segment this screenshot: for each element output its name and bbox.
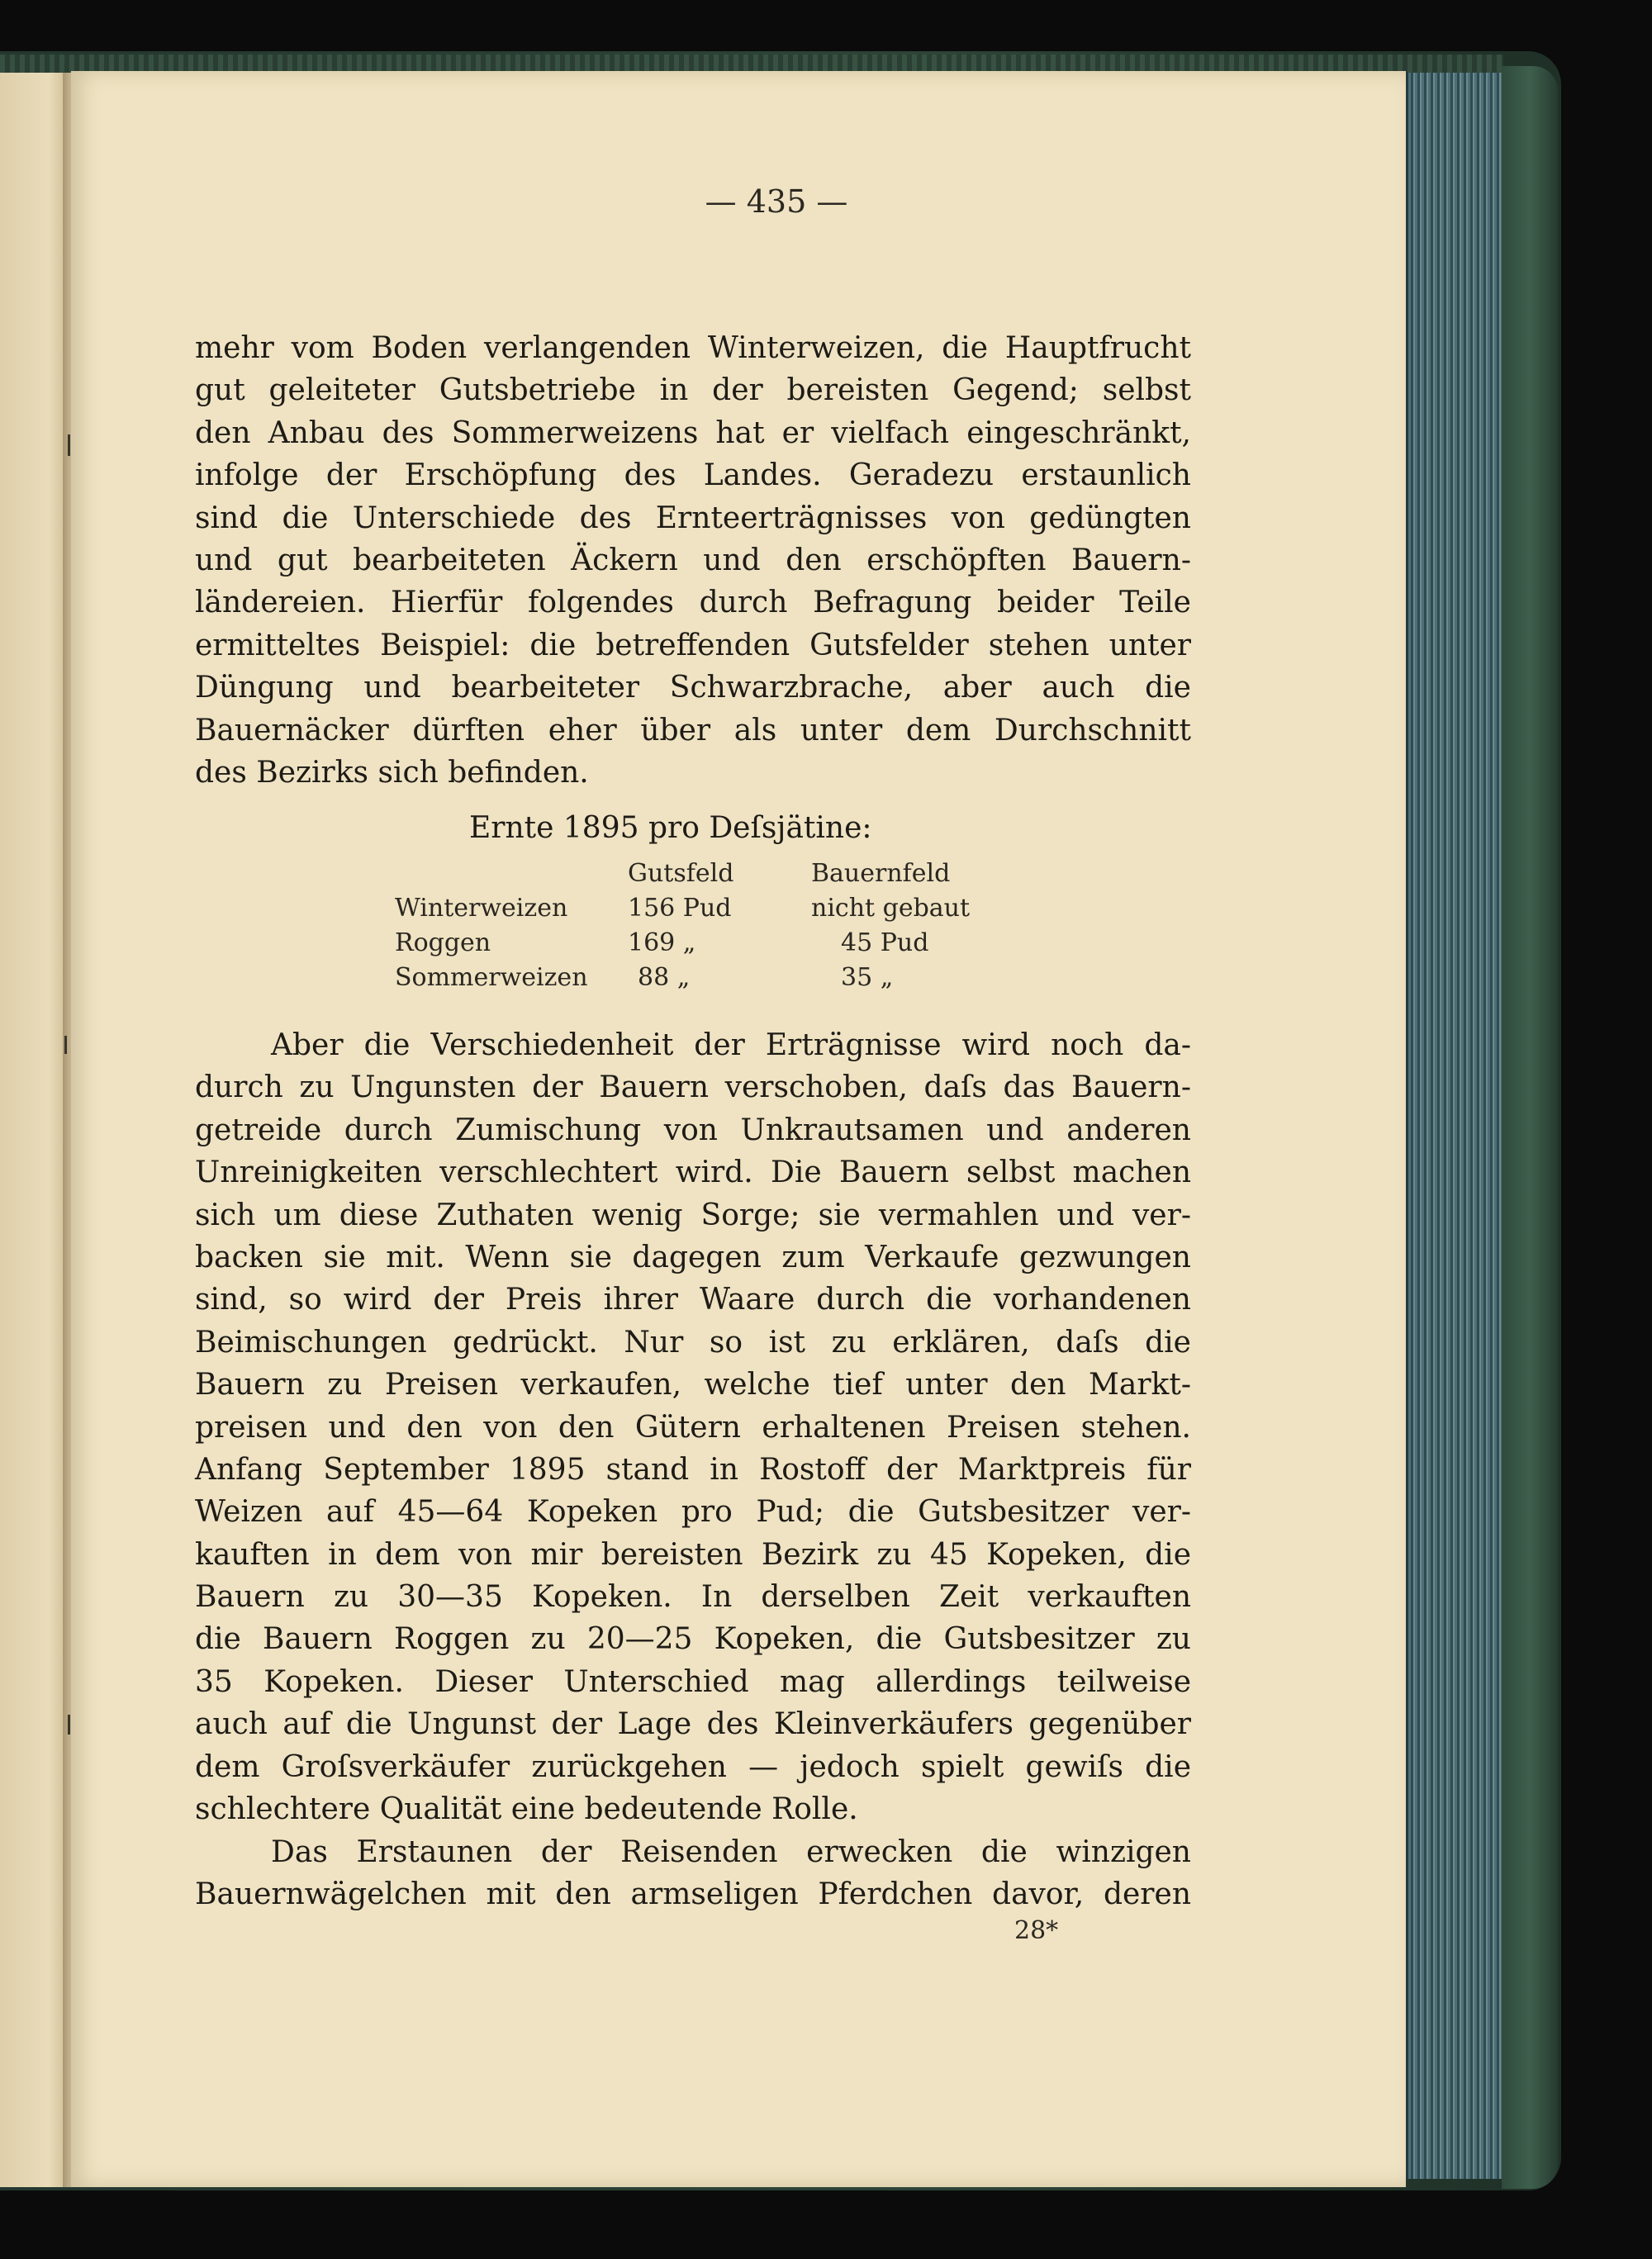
text-line: ermitteltes Beispiel: die betreffenden Gutsfelder stehen unter <box>195 628 1191 662</box>
text-line: Bauern zu Preisen verkaufen, welche tief unter den Markt- <box>195 1368 1191 1402</box>
table-cell: 169 „ <box>628 928 696 957</box>
facing-page-edge <box>0 73 69 2187</box>
table-cell: Winterweizen <box>395 894 568 923</box>
text-line: Beimischungen gedrückt. Nur so ist zu erklären, daſs die <box>195 1325 1191 1360</box>
text-line: sind die Unterschiede des Ernteerträgnisses von gedüngten <box>195 501 1191 535</box>
margin-mark <box>68 1715 70 1735</box>
harvest-table-title: Ernte 1895 pro Deſsjätine: <box>469 811 872 845</box>
table-cell: Roggen <box>395 928 491 957</box>
table-cell: Sommerweizen <box>395 963 588 992</box>
text-line: Düngung und bearbeiteter Schwarzbrache, aber auch die <box>195 671 1191 705</box>
cover-spine-edge <box>1502 66 1558 2189</box>
text-line: durch zu Ungunsten der Bauern verschoben, daſs das Bauern- <box>195 1070 1191 1105</box>
margin-mark <box>64 1036 67 1054</box>
printer-signature-mark: 28* <box>1014 1916 1059 1945</box>
paragraph-3 <box>195 1831 1191 1916</box>
page-block-edge <box>1406 73 1503 2179</box>
text-line: schlechtere Qualität eine bedeutende Rolle. <box>195 1792 858 1827</box>
table-cell: nicht gebaut <box>811 894 971 923</box>
table-cell: 156 Pud <box>628 894 732 923</box>
text-line: mehr vom Boden verlangenden Winterweizen, die Hauptfrucht <box>195 331 1191 365</box>
table-cell: 45 Pud <box>841 928 929 957</box>
text-line: sich um diese Zuthaten wenig Sorge; sie vermahlen und ver- <box>195 1198 1191 1232</box>
text-line: ländereien. Hierfür folgendes durch Befragung beider Teile <box>195 586 1191 620</box>
text-line: die Bauern Roggen zu 20—25 Kopeken, die Gutsbesitzer zu <box>195 1622 1191 1657</box>
table-header-cell: Bauernfeld <box>811 859 951 888</box>
text-line: Das Erstaunen der Reisenden erwecken die winzigen <box>271 1835 1191 1869</box>
text-line: Anfang September 1895 stand in Rostoff der Marktpreis für <box>195 1452 1191 1487</box>
paragraph-2 <box>195 1024 1191 1830</box>
text-line: und gut bearbeiteten Äckern und den erschöpften Bauern- <box>195 543 1191 577</box>
text-line: kauften in dem von mir bereisten Bezirk zu 45 Kopeken, die <box>195 1537 1191 1572</box>
margin-mark <box>68 434 70 456</box>
text-line: 35 Kopeken. Dieser Unterschied mag allerdings teilweise <box>195 1664 1191 1699</box>
text-line: Bauernäcker dürften eher über als unter dem Durchschnitt <box>195 713 1191 747</box>
table-header-cell: Gutsfeld <box>628 859 734 888</box>
table-cell: 88 „ <box>638 963 691 992</box>
text-line: den Anbau des Sommerweizens hat er vielfach eingeschränkt, <box>195 415 1191 450</box>
paragraph-1 <box>195 327 1191 794</box>
text-line: sind, so wird der Preis ihrer Waare durch die vorhandenen <box>195 1283 1191 1317</box>
text-line: auch auf die Ungunst der Lage des Kleinverkäufers gegenüber <box>195 1707 1191 1742</box>
text-line: Bauern zu 30—35 Kopeken. In derselben Zeit verkauften <box>195 1580 1191 1615</box>
text-line: gut geleiteter Gutsbetriebe in der bereisten Gegend; selbst <box>195 373 1191 408</box>
text-line: des Bezirks sich befinden. <box>195 755 589 790</box>
text-line: preisen und den von den Gütern erhaltenen Preisen stehen. <box>195 1410 1191 1445</box>
text-line: Bauernwägelchen mit den armseligen Pferdchen davor, deren <box>195 1877 1191 1912</box>
table-cell: 35 „ <box>841 963 894 992</box>
text-line: infolge der Erschöpfung des Landes. Geradezu erstaunlich <box>195 458 1191 493</box>
text-line: getreide durch Zumischung von Unkrautsamen und anderen <box>195 1113 1191 1147</box>
text-line: dem Groſsverkäufer zurückgehen — jedoch spielt gewiſs die <box>195 1749 1191 1784</box>
page-number: — 435 — <box>705 183 848 220</box>
text-line: Weizen auf 45—64 Kopeken pro Pud; die Gutsbesitzer ver- <box>195 1495 1191 1530</box>
text-line: Aber die Verschiedenheit der Erträgnisse wird noch da- <box>271 1028 1191 1062</box>
text-line: backen sie mit. Wenn sie dagegen zum Verkaufe gezwungen <box>195 1240 1191 1274</box>
text-line: Unreinigkeiten verschlechtert wird. Die Bauern selbst machen <box>195 1156 1191 1190</box>
